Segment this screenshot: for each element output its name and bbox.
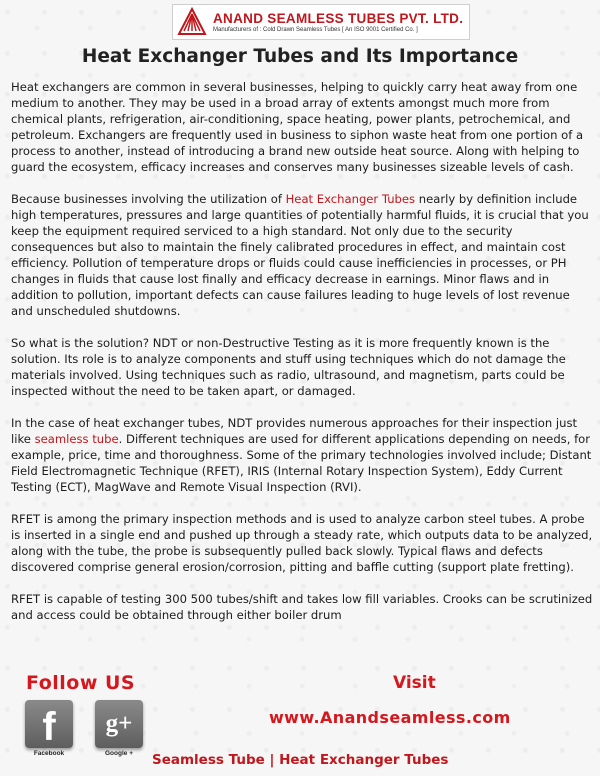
paragraph-2-text-a: Because businesses involving the utilization of <box>11 192 286 206</box>
company-logo-icon <box>177 7 207 37</box>
visit-heading: Visit <box>393 673 436 693</box>
footer-links: Seamless Tube | Heat Exchanger Tubes <box>152 752 449 768</box>
googleplus-link[interactable] <box>90 700 148 757</box>
heat-exchanger-tubes-link[interactable]: Heat Exchanger Tubes <box>285 192 416 206</box>
paragraph-1: Heat exchangers are common in several businesses, helping to quickly carry heat away from one medium to another. They may be used in a broad array of extents amongst much more from chemical plants, refrigeration, air-conditioning, space heating, power plants, petrochemical, and petroleum. Exchangers are frequently used in business to siphon waste heat from one portion of a process to another, instead of introducing a brand new outside heat source. Along with helping to guard the ecosystem, efficacy increases and conserves many businesses sizeable levels of cash. <box>11 80 584 174</box>
paragraph-5: RFET is among the primary inspection methods and is used to analyze carbon steel tubes. A probe is inserted in a single end and pushed up through a steady rate, which outputs data to be analyzed, along with the tube, the probe is subsequently pulled back slowly. Typical flaws and defects discovered comprise general erosion/corrosion, pitting and baffle cutting (support plate fretting). <box>11 512 593 574</box>
paragraph-2 <box>11 191 593 319</box>
follow-us-heading: Follow US <box>26 672 136 694</box>
article-body <box>11 79 593 639</box>
facebook-label: Facebook <box>33 750 65 757</box>
facebook-icon[interactable]: f <box>25 700 73 748</box>
page-title: Heat Exchanger Tubes and Its Importance <box>81 46 519 67</box>
paragraph-4 <box>11 415 593 495</box>
seamless-tube-link[interactable]: seamless tube <box>34 432 119 446</box>
company-header <box>172 4 470 40</box>
paragraph-2-text-b: nearly by definition include high temperatures, pressures and large quantities of potentially harmful fluids, it is crucial that you keep the equipment required serviced to a high standard. Not only due to the security consequences but also to maintain the finely calibrated procedures in effect, and maintain cost efficiency. Pollution of temperature drops or fluids could cause inefficiencies in processes, or PH changes in fluids that cause lost finally and efficacy decrease in earnings. Minor flaws and in addition to pollution, important defects can cause failures leading to huge levels of lost revenue and unscheduled shutdowns. <box>11 192 589 318</box>
company-tagline: Manufacturers of : Cold Drawn Seamless Tubes [ An ISO 9001 Certified Co. ] <box>213 27 418 33</box>
facebook-link[interactable] <box>20 700 78 757</box>
paragraph-6: RFET is capable of testing 300 500 tubes/shift and takes low fill variables. Crooks can be scrutinized and access could be obtained through either boiler drum <box>11 592 593 622</box>
paragraph-3: So what is the solution? NDT or non-Destructive Testing as it is more frequently known is the solution. Its role is to analyze components and stuff using techniques which do not damage the materials involved. Using techniques such as radio, ultrasound, and magnetism, parts could be inspected without the need to be taken apart, or damaged. <box>11 336 566 398</box>
website-link[interactable]: www.Anandseamless.com <box>269 708 511 727</box>
paragraph-4-text-a: In the case of heat exchanger tubes, NDT provides numerous approaches for their inspection just like <box>11 416 578 446</box>
googleplus-label: Google + <box>105 750 133 757</box>
paragraph-4-text-b: . Different techniques are used for different applications depending on needs, for example, price, time and thoroughness. Some of the primary technologies involved include; Distant Field Electromagnetic Technique (RFET), IRIS (Internal Rotary Inspection System), Eddy Current Testing (ECT), MagWave and Remote Visual Inspection (RVI). <box>11 432 592 494</box>
company-name: ANAND SEAMLESS TUBES PVT. LTD. <box>213 11 464 26</box>
googleplus-icon[interactable]: g+ <box>95 700 143 748</box>
company-info <box>213 11 463 33</box>
